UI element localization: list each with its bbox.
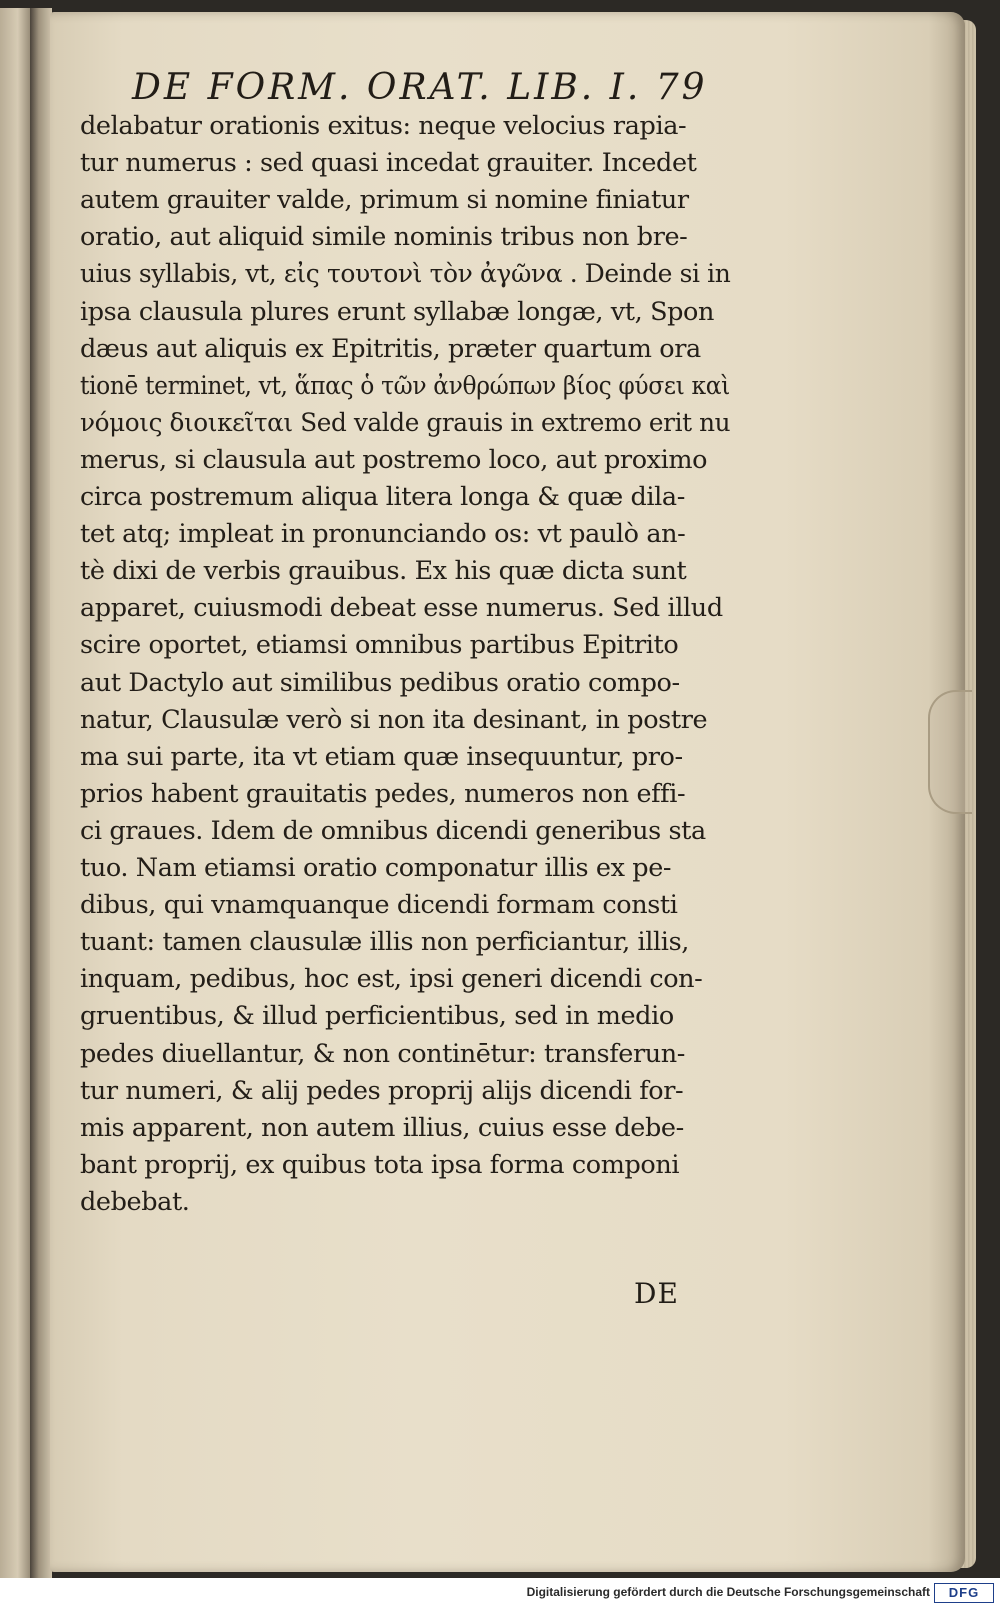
text-line: natur, Clausulæ verò si non ita desinant, in postre bbox=[80, 704, 708, 735]
book-gutter bbox=[30, 8, 52, 1578]
text-line: uius syllabis, vt, εἰς τουτονὶ τὸν ἀγῶνα . Deinde si in bbox=[80, 259, 731, 290]
digitization-footer bbox=[0, 1578, 1000, 1608]
text-line: dæus aut aliquis ex Epitritis, præter quartum ora bbox=[80, 333, 701, 364]
running-head: DE FORM. ORAT. LIB. I. 79 bbox=[132, 67, 708, 108]
text-line: circa postremum aliqua litera longa & quæ dila- bbox=[80, 482, 685, 512]
text-line: ipsa clausula plures erunt syllabæ longæ, vt, Spon bbox=[80, 296, 715, 327]
text-line: tur numeri, & alij pedes proprij alijs dicendi for- bbox=[80, 1075, 684, 1106]
text-line: prios habent grauitatis pedes, numeros non effi- bbox=[80, 778, 686, 809]
text-line: delabatur orationis exitus: neque velocius rapia- bbox=[80, 111, 687, 141]
text-line: pedes diuellantur, & non continētur: transferun- bbox=[80, 1038, 685, 1069]
dfg-logo: DFG bbox=[934, 1583, 994, 1603]
text-line: scire oportet, etiamsi omnibus partibus Epitrito bbox=[80, 630, 679, 661]
text-line: oratio, aut aliquid simile nominis tribus non bre- bbox=[80, 222, 688, 253]
text-line: debebat. bbox=[80, 1186, 190, 1217]
catchword: DE bbox=[634, 1277, 679, 1310]
previous-page-edge bbox=[0, 8, 32, 1578]
page-clip bbox=[928, 690, 972, 814]
text-line: merus, si clausula aut postremo loco, aut proximo bbox=[80, 444, 708, 475]
text-line: tuo. Nam etiamsi oratio componatur illis ex pe- bbox=[80, 853, 672, 883]
text-line: autem grauiter valde, primum si nomine finiatur bbox=[80, 185, 689, 216]
footer-credit: Digitalisierung gefördert durch die Deutsche Forschungsgemeinschaft bbox=[526, 1585, 930, 1599]
text-line: tè dixi de verbis grauibus. Ex his quæ dicta sunt bbox=[80, 556, 687, 587]
text-line: apparet, cuiusmodi debeat esse numerus. Sed illud bbox=[80, 593, 723, 624]
text-line: νόμοις διοικεῖται Sed valde grauis in extremo erit nu bbox=[80, 407, 731, 438]
text-line: tuant: tamen clausulæ illis non perficiantur, illis, bbox=[80, 927, 689, 958]
text-line: aut Dactylo aut similibus pedibus oratio compo- bbox=[80, 667, 680, 698]
text-line: inquam, pedibus, hoc est, ipsi generi dicendi con- bbox=[80, 964, 703, 995]
text-line: gruentibus, & illud perficientibus, sed in medio bbox=[80, 1001, 674, 1032]
text-line: tet atq; impleat in pronunciando os: vt paulò an- bbox=[80, 519, 686, 550]
text-line: mis apparent, non autem illius, cuius esse debe- bbox=[80, 1112, 684, 1143]
text-line: dibus, qui vnamquanque dicendi formam consti bbox=[80, 890, 678, 921]
text-line: bant proprij, ex quibus tota ipsa forma componi bbox=[80, 1149, 680, 1180]
text-line: tionē terminet, vt, ἅπας ὁ τῶν ἀνθρώπων βίος φύσει καὶ bbox=[80, 370, 730, 401]
text-line: ma sui parte, ita vt etiam quæ insequuntur, pro- bbox=[80, 741, 683, 772]
text-line: ci graues. Idem de omnibus dicendi generibus sta bbox=[80, 815, 706, 846]
text-line: tur numerus : sed quasi incedat grauiter. Incedet bbox=[80, 148, 697, 179]
